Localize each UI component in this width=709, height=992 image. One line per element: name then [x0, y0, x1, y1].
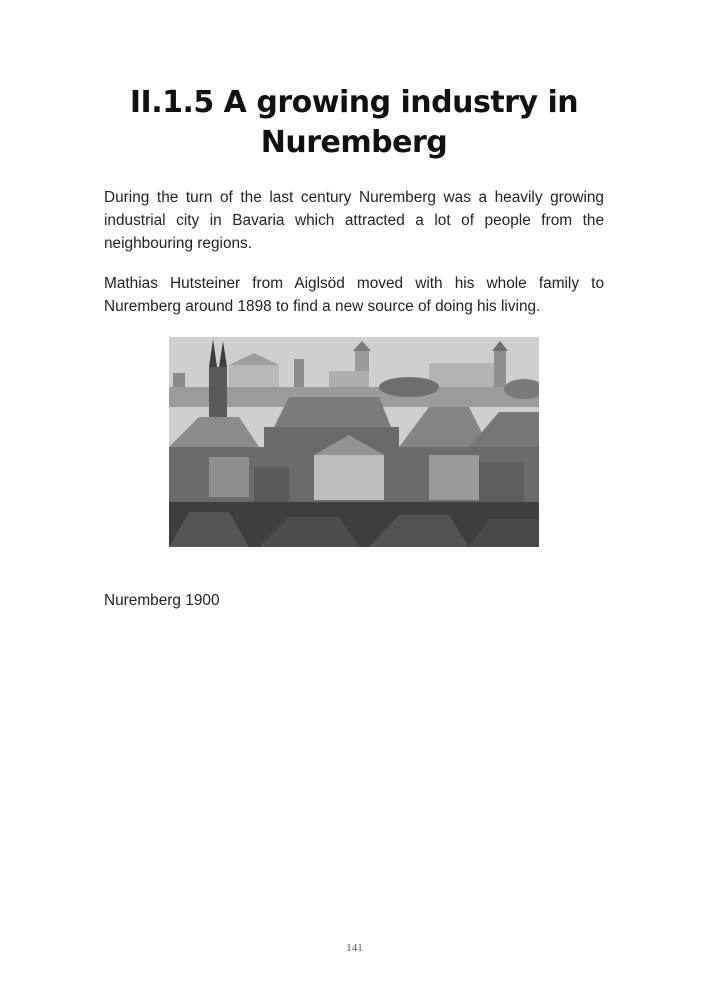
body-paragraph-2: Mathias Hutsteiner from Aiglsöd moved with his whole family to Nuremberg around 1898 to find a new source of doing his living.	[104, 275, 604, 315]
page-number: 141	[346, 942, 363, 954]
body-paragraph-1: During the turn of the last century Nuremberg was a heavily growing industrial city in Bavaria which attracted a lot of people from the neighbouring regions.	[104, 189, 604, 252]
figure-caption: Nuremberg 1900	[104, 592, 220, 609]
nuremberg-photo	[169, 337, 539, 547]
page-title: II.1.5 A growing industry in Nuremberg	[129, 85, 579, 160]
town-house	[314, 455, 384, 500]
